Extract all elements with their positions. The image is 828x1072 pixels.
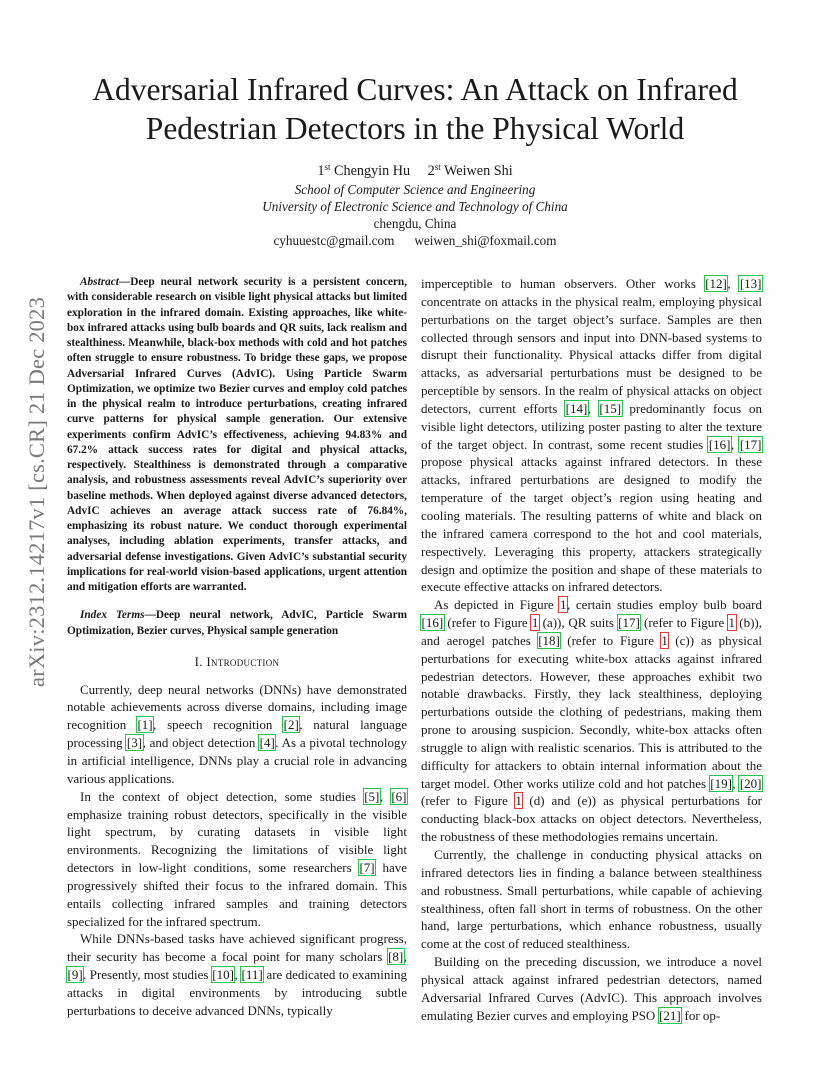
figure-link[interactable]: 1 <box>515 793 522 809</box>
title-line-1: Adversarial Infrared Curves: An Attack on Infrared <box>92 72 738 107</box>
paper-title <box>60 70 770 148</box>
arxiv-identifier <box>22 282 52 702</box>
affiliation-university: University of Electronic Science and Technology of China <box>262 199 568 214</box>
citation-link[interactable]: [10] <box>212 967 234 983</box>
author1-number: 1 <box>317 163 325 179</box>
author-emails <box>60 232 770 249</box>
intro-paragraph-5: Currently, the challenge in conducting physical attacks on infrared detectors lies in finding a balance between stealthiness and robustness. Small perturbations, while capable of achieving stealthiness, often fall short in terms of robustness. On the other hand, large perturbations, which enhance robustness, usually come at the cost of reduced stealthiness. <box>421 847 762 952</box>
citation-link[interactable]: [16] <box>421 615 444 631</box>
citation-link[interactable]: [21] <box>659 1007 681 1023</box>
citation-link[interactable]: [19] <box>710 775 732 791</box>
citation-link[interactable]: [17] <box>618 615 640 631</box>
citation-link[interactable]: [20] <box>739 775 762 791</box>
right-column <box>421 275 762 1024</box>
citation-link[interactable]: [15] <box>599 400 622 416</box>
intro-paragraph-4: As depicted in Figure 1, certain studies employ bulb board [16] (refer to Figure 1 (a)), QR suits [17] (refer to Figure 1 (b)), and aerogel patches [18] (refer to Figure 1 (c)) as physical perturbations for executing white-box attacks against infrared pedestrian detectors. However, these approaches exhibit two notable drawbacks. Firstly, they lack stealthiness, deploying perturbations outside the clothing of pedestrians, making them prone to arousing suspicion. Secondly, white-box attacks often struggle to align with realistic scenarios. This is attributed to the difficulty for attackers to obtain internal information about the target model. Other works utilize cold and hot patches [19], [20] (refer to Figure 1 (d) and (e)) as physical perturbations for conducting black-box attacks on object detectors. Nevertheless, the robustness of these methodologies remains uncertain. <box>421 597 762 845</box>
index-terms <box>67 608 407 639</box>
email-2: weiwen_shi@foxmail.com <box>414 233 557 248</box>
citation-link[interactable]: [12] <box>705 276 727 291</box>
abstract-text: —Deep neural network security is a persistent concern, with considerable research on visible light physical attacks but limited exploration in the infrared domain. Existing approaches, like white-box infrared attacks using bulb boards and QR suits, lack realism and stealthiness. Meanwhile, black-box methods with cold and hot patches often struggle to ensure robustness. To bridge these gaps, we propose Adversarial Infrared Curves (AdvIC). Using Particle Swarm Optimization, we optimize two Bezier curves and employ cold patches in the physical realm to introduce perturbations, creating infrared curve patterns for physical sample generation. Our extensive experiments confirm AdvIC’s effectiveness, achieving 94.83% and 67.2% attack success rates for digital and physical attacks, respectively. Stealthiness is demonstrated through a comparative analysis, and robustness assessments reveal AdvIC’s superiority over baseline methods. When deployed against diverse advanced detectors, AdvIC achieves an average attack success rate of 76.84%, emphasizing its robust nature. We conduct thorough experimental analyses, including ablation experiments, transfer attacks, and adversarial defense investigations. Given AdvIC’s substantial security implications for real-world vision-based applications, urgent attention and mitigation efforts are warranted. <box>67 276 407 593</box>
intro-paragraph-6: Building on the preceding discussion, we introduce a novel physical attack against infrared pedestrian detectors, named Adversarial Infrared Curves (AdvIC). This approach involves emulating Bezier curves and employing PSO [21] for op- <box>421 954 762 1023</box>
figure-link[interactable]: 1 <box>728 615 736 631</box>
affiliation-city: chengdu, China <box>373 216 457 231</box>
intro-paragraph-2: In the context of object detection, some studies [5], [6] emphasize training robust detectors, specifically in the visible light spectrum, by curating datasets in visible light environments. Recognizing the limitations of visible light detectors in low-light conditions, some researchers [7] have progressively shifted their focus to the infrared domain. This entails collecting infrared samples and training detectors specialized for the infrared spectrum. <box>67 788 407 929</box>
citation-link[interactable]: [13] <box>739 276 762 291</box>
affiliation-school: School of Computer Science and Engineering <box>294 182 536 197</box>
index-terms-label: Index Terms <box>80 609 145 622</box>
citation-link[interactable]: [5] <box>364 788 380 804</box>
citation-link[interactable]: [6] <box>391 788 407 804</box>
author2-name: Weiwen Shi <box>444 163 513 179</box>
figure-link[interactable]: 1 <box>531 615 539 631</box>
citation-link[interactable]: [18] <box>538 632 560 648</box>
left-column <box>67 275 407 1020</box>
citation-link[interactable]: [2] <box>283 717 299 733</box>
citation-link[interactable]: [17] <box>739 436 762 452</box>
figure-link[interactable]: 1 <box>661 632 668 648</box>
section-number: I. <box>194 653 203 669</box>
intro-paragraph-1: Currently, deep neural networks (DNNs) have demonstrated notable achievements across diverse domains, including image recognition [1], speech recognition [2], natural language processing [3], and object detection [4]. As a pivotal technology in artificial intelligence, DNNs play a crucial role in advancing various applications. <box>67 681 408 786</box>
author2-sup: st <box>434 162 441 172</box>
email-1: cyhuuestc@gmail.com <box>273 233 395 248</box>
citation-link[interactable]: [7] <box>359 860 375 876</box>
author2-number: 2 <box>427 163 435 179</box>
citation-link[interactable]: [11] <box>241 967 263 983</box>
intro-paragraph-3-continued: imperceptible to human observers. Other works [12], [13] concentrate on attacks in the physical realm, employing physical perturbations on the target object’s surface. Samples are then collected through sensors and input into DNN-based systems to disrupt their functionality. Physical attacks differ from digital attacks, as adversarial perturbations must be designed to be perceptible by sensors. In the realm of physical attacks on object detectors, current efforts [14], [15] predominantly focus on visible light detectors, utilizing poster pasting to alter the texture of the target object. In contrast, some recent studies [16], [17] propose physical attacks against infrared detectors. In these attacks, infrared perturbations are designed to modify the temperature of the target object’s region using heating and cooling materials. The resulting patterns of white and black on the infrared camera correspond to the hot and cool materials, respectively. Leveraging this property, attackers strategically design and optimize the position and shape of these materials to execute effective attacks on infrared detectors. <box>421 276 762 595</box>
intro-paragraph-3: While DNNs-based tasks have achieved significant progress, their security has become a focal point for many scholars [8], [9]. Presently, most studies [10], [11] are dedicated to examining attacks in digital environments by introducing subtle perturbations to deceive advanced DNNs, typically <box>67 931 407 1018</box>
arxiv-id-text: arXiv:2312.14217v1 [cs.CR] 21 Dec 2023 <box>24 296 50 688</box>
author1-name: Chengyin Hu <box>334 163 411 179</box>
citation-link[interactable]: [16] <box>708 436 731 452</box>
title-line-2: Pedestrian Detectors in the Physical World <box>145 111 685 146</box>
figure-link[interactable]: 1 <box>559 597 567 613</box>
abstract <box>67 275 407 595</box>
author1-sup: st <box>324 162 331 172</box>
section-title: Introduction <box>206 653 280 669</box>
citation-link[interactable]: [3] <box>126 735 143 751</box>
citation-link[interactable]: [4] <box>259 735 275 751</box>
author-line <box>60 163 770 180</box>
citation-link[interactable]: [8] <box>388 949 404 965</box>
citation-link[interactable]: [9] <box>67 967 83 983</box>
citation-link[interactable]: [14] <box>565 400 588 416</box>
abstract-label: Abstract <box>80 276 119 288</box>
citation-link[interactable]: [1] <box>137 717 153 733</box>
index-terms-text: —Deep neural network, AdvIC, Particle Swarm Optimization, Bezier curves, Physical sample generation <box>67 609 407 637</box>
section-heading-introduction <box>67 653 407 671</box>
